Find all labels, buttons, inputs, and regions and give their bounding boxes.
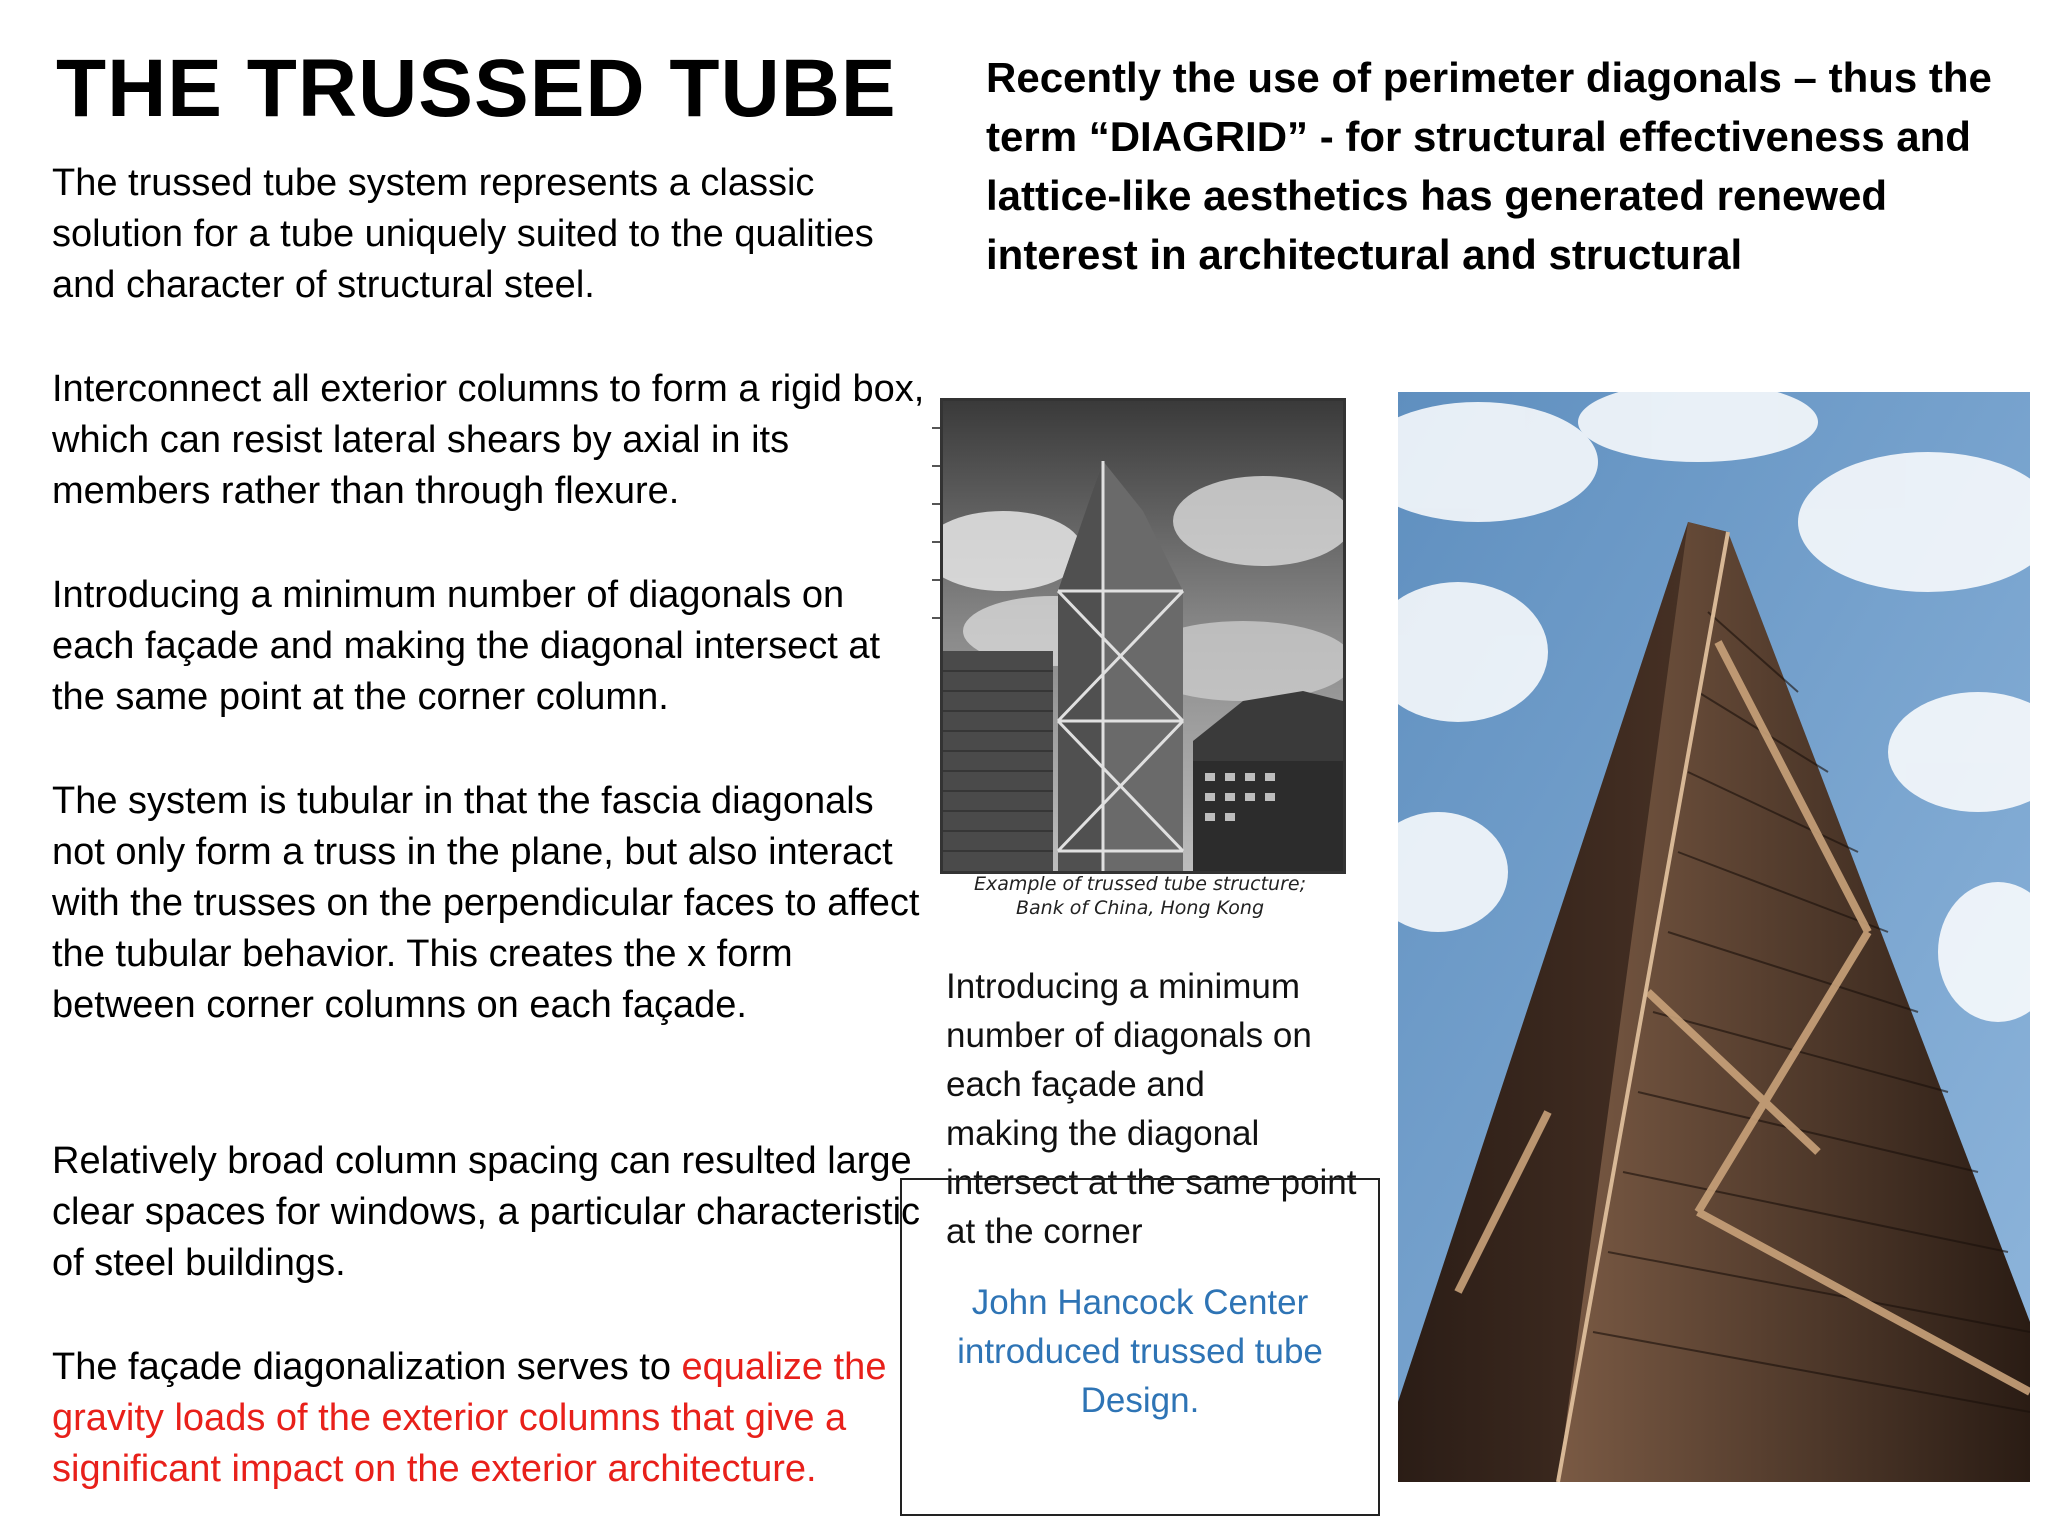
paragraph-tubular: The system is tubular in that the fascia diagonals not only form a truss in the plane, but also interact with the trusses on the perpendicular faces to affect the tubular behavior. This creates the x form between corner columns on each façade. xyxy=(52,780,920,1026)
diagrid-heading: Recently the use of perimeter diagonals – thus the term “DIAGRID” - for structural effectiveness and lattice-like aesthetics has generated renewed interest in architectural and structural xyxy=(986,54,1992,278)
bank-of-china-illustration xyxy=(943,401,1343,871)
paragraph-spacing: Relatively broad column spacing can resulted large clear spaces for windows, a particular characteristic of steel buildings. xyxy=(52,1140,921,1284)
bank-of-china-photo xyxy=(940,398,1346,874)
john-hancock-illustration xyxy=(1398,392,2030,1482)
paragraph-intro: The trussed tube system represents a classic solution for a tube uniquely suited to the qualities and character of structural steel. xyxy=(52,162,874,306)
paragraph-interconnect: Interconnect all exterior columns to form a rigid box, which can resist lateral shears by axial in its members rather than through flexure. xyxy=(52,368,925,512)
hancock-caption-line2: introduced trussed tube xyxy=(957,1332,1323,1371)
paragraph-diagonalization xyxy=(52,1342,952,1495)
bank-of-china-caption xyxy=(930,872,1350,920)
john-hancock-photo xyxy=(1398,392,2030,1482)
bank-of-china-caption-line1: Example of trussed tube structure; xyxy=(973,873,1307,895)
hancock-caption-line3: Design. xyxy=(1080,1381,1200,1420)
hancock-caption xyxy=(900,1278,1380,1425)
paragraph-diagonalization-highlight: equalize the gravity loads of the exterior columns that give a significant impact on the exterior architecture. xyxy=(52,1346,887,1490)
hancock-caption-line1: John Hancock Center xyxy=(971,1283,1309,1322)
bank-of-china-caption-line2: Bank of China, Hong Kong xyxy=(1015,897,1265,919)
page-title: THE TRUSSED TUBE xyxy=(56,43,897,134)
paragraph-diagonals: Introducing a minimum number of diagonals on each façade and making the diagonal intersect at the same point at the corner column. xyxy=(52,574,881,718)
paragraph-diagonalization-lead: The façade diagonalization serves to xyxy=(52,1346,682,1388)
diagonals-note: Introducing a minimum number of diagonals on each façade and making the diagonal intersect at the same point at the corner xyxy=(946,967,1357,1251)
